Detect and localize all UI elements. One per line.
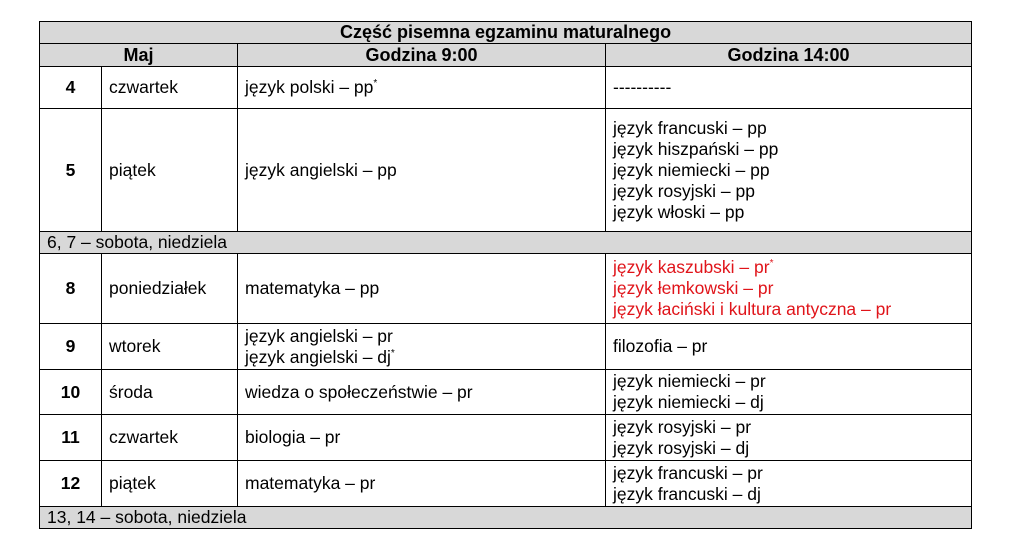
exam-entry: wiedza o społeczeństwie – pr xyxy=(245,381,473,402)
schedule-body xyxy=(40,67,972,529)
column-header-row xyxy=(40,44,972,67)
day-number: 5 xyxy=(40,109,102,232)
column-header-morning: Godzina 9:00 xyxy=(238,44,606,67)
exam-entry: język polski – pp* xyxy=(245,77,378,97)
exam-entry: język łaciński i kultura antyczna – pr xyxy=(613,299,892,319)
exam-entry: język hiszpański – pp xyxy=(613,138,779,159)
table-title: Część pisemna egzaminu maturalnego xyxy=(40,22,972,44)
day-number: 11 xyxy=(40,415,102,461)
exam-schedule-table xyxy=(39,21,972,529)
weekday: wtorek xyxy=(102,324,238,370)
afternoon-exams xyxy=(606,370,972,415)
afternoon-exams xyxy=(606,324,972,370)
weekend-label: 13, 14 – sobota, niedziela xyxy=(40,507,972,529)
column-header-afternoon: Godzina 14:00 xyxy=(606,44,972,67)
exam-entry: język rosyjski – dj xyxy=(613,437,750,458)
day-number: 8 xyxy=(40,254,102,324)
afternoon-exams xyxy=(606,67,972,109)
morning-exams xyxy=(238,109,606,232)
exam-entry: język angielski – pr xyxy=(245,325,393,346)
footnote-mark: * xyxy=(390,347,395,359)
afternoon-exams xyxy=(606,415,972,461)
exam-entry: język łemkowski – pr xyxy=(613,278,774,298)
exam-entry: język francuski – dj xyxy=(613,483,761,504)
exam-entry: ---------- xyxy=(613,77,672,97)
column-header-month: Maj xyxy=(40,44,238,67)
table-row xyxy=(40,254,972,324)
exam-entry: język rosyjski – pr xyxy=(613,416,752,437)
exam-entry: filozofia – pr xyxy=(613,336,708,356)
morning-exams xyxy=(238,67,606,109)
exam-entry: język niemiecki – dj xyxy=(613,392,764,412)
table-row xyxy=(40,370,972,415)
exam-entry: biologia – pr xyxy=(245,427,341,447)
exam-entry: język niemiecki – pp xyxy=(613,159,770,180)
exam-entry: język angielski – pp xyxy=(245,159,397,180)
exam-entry: język angielski – dj* xyxy=(245,346,395,367)
table-row xyxy=(40,109,972,232)
exam-entry: język francuski – pp xyxy=(613,117,767,138)
morning-exams xyxy=(238,461,606,507)
morning-exams xyxy=(238,370,606,415)
exam-entry: język kaszubski – pr* xyxy=(613,257,774,277)
exam-entry: matematyka – pr xyxy=(245,473,376,493)
table-row xyxy=(40,67,972,109)
morning-exams xyxy=(238,324,606,370)
day-number: 10 xyxy=(40,370,102,415)
weekday: piątek xyxy=(102,461,238,507)
table-row xyxy=(40,415,972,461)
weekday: środa xyxy=(102,370,238,415)
exam-entry: matematyka – pp xyxy=(245,278,380,298)
day-number: 12 xyxy=(40,461,102,507)
afternoon-exams xyxy=(606,109,972,232)
day-number: 9 xyxy=(40,324,102,370)
afternoon-exams xyxy=(606,461,972,507)
morning-exams xyxy=(238,254,606,324)
weekend-label: 6, 7 – sobota, niedziela xyxy=(40,232,972,254)
footnote-mark: * xyxy=(373,78,378,89)
footnote-mark: * xyxy=(769,258,774,269)
weekend-row xyxy=(40,507,972,529)
morning-exams xyxy=(238,415,606,461)
weekday: czwartek xyxy=(102,67,238,109)
exam-entry: język francuski – pr xyxy=(613,462,763,483)
weekday: piątek xyxy=(102,109,238,232)
weekday: czwartek xyxy=(102,415,238,461)
exam-entry: język rosyjski – pp xyxy=(613,180,755,201)
table-row xyxy=(40,461,972,507)
table-row xyxy=(40,324,972,370)
table-title-row xyxy=(40,22,972,44)
exam-entry: język włoski – pp xyxy=(613,201,745,222)
day-number: 4 xyxy=(40,67,102,109)
exam-entry: język niemiecki – pr xyxy=(613,371,766,391)
weekend-row xyxy=(40,232,972,254)
afternoon-exams xyxy=(606,254,972,324)
weekday: poniedziałek xyxy=(102,254,238,324)
